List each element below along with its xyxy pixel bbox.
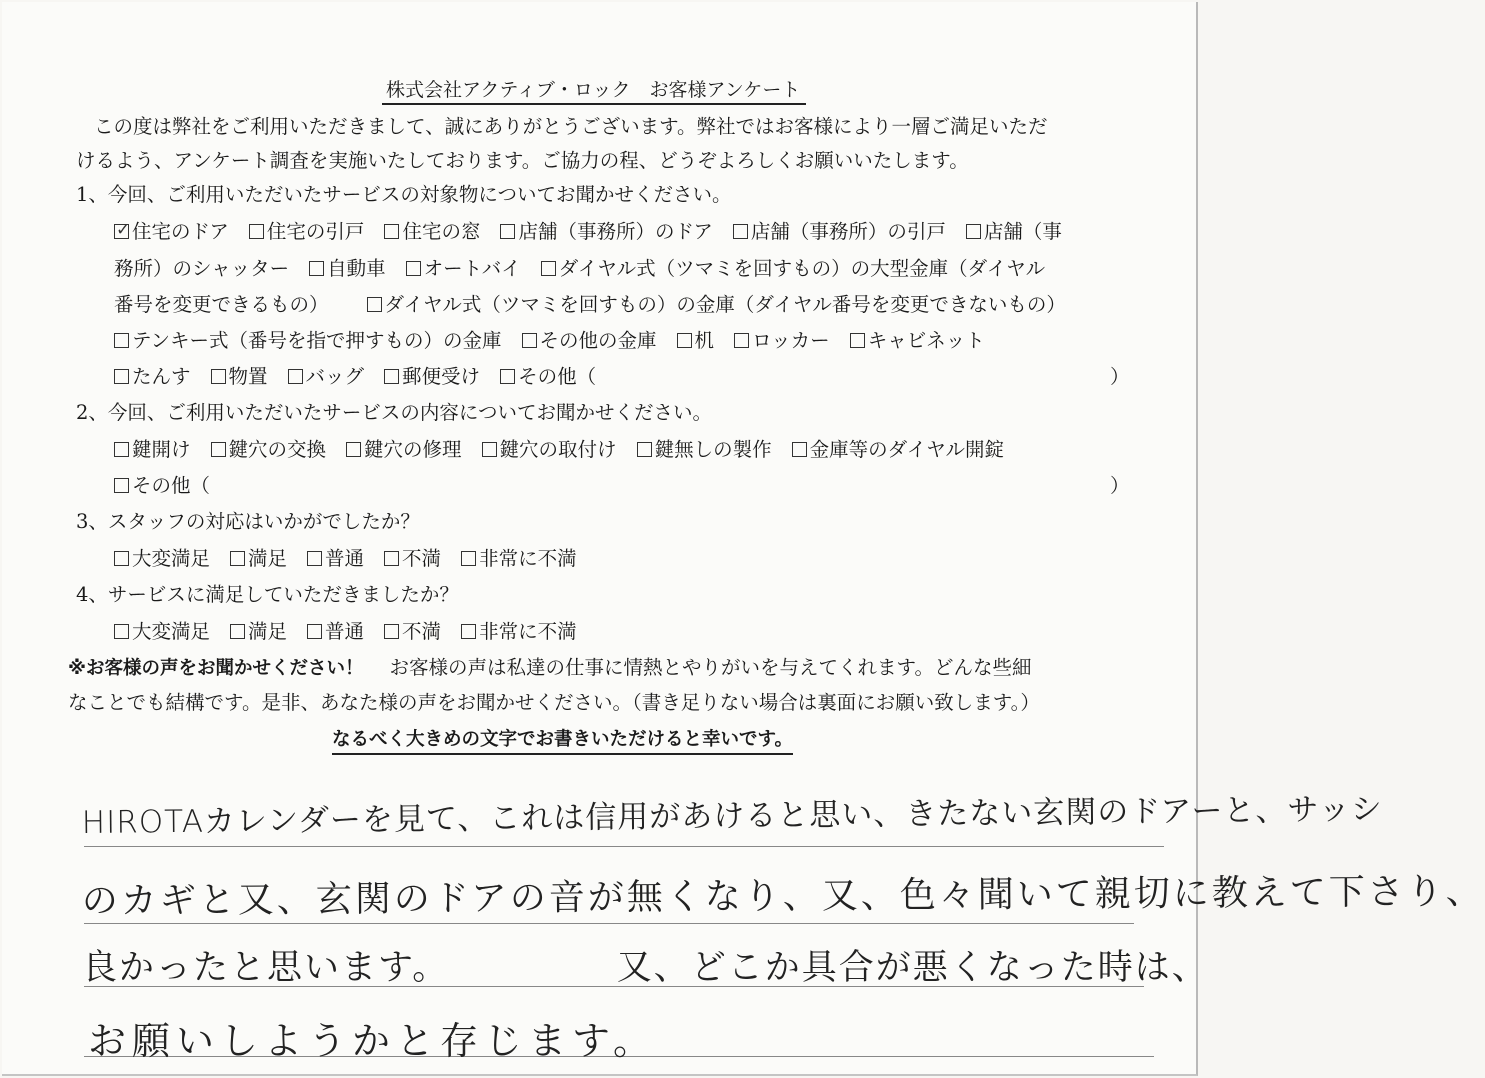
q1-row-4 xyxy=(114,329,1005,353)
q1-option-house-door[interactable]: ✓ 住宅のドア xyxy=(116,220,229,243)
checkbox[interactable] xyxy=(850,333,865,348)
checkbox[interactable] xyxy=(384,369,399,384)
q1-option-locker[interactable]: ロッカー xyxy=(734,329,830,353)
checkbox[interactable] xyxy=(346,442,361,457)
q1-option-keypad-safe[interactable]: テンキー式（番号を指で押すもの）の金庫 xyxy=(114,329,502,353)
q1-option-shop-shutter[interactable]: 店舗（事 xyxy=(966,220,1062,244)
q2-option-safe-dial[interactable]: 金庫等のダイヤル開錠 xyxy=(792,438,1004,462)
q2-option-other[interactable]: その他（ xyxy=(114,474,210,498)
voice-line-1 xyxy=(68,656,1031,681)
q2-option-replace[interactable]: 鍵穴の交換 xyxy=(211,438,327,462)
intro-line-2: けるよう、アンケート調査を実施いたしております。ご協力の程、どうぞよろしくお願いいたします。 xyxy=(76,149,969,172)
checkbox[interactable] xyxy=(367,297,382,312)
q1-row-3 xyxy=(114,293,1066,317)
q2-close-paren: ） xyxy=(1110,474,1130,497)
q3-options xyxy=(114,547,597,571)
q1-option-shop-sliding-door[interactable]: 店舗（事務所）の引戸 xyxy=(733,220,946,244)
q1-option-cabinet[interactable]: キャビネット xyxy=(850,329,985,353)
checkbox[interactable] xyxy=(230,551,245,566)
checkbox[interactable] xyxy=(211,369,226,384)
q4-option-dissatisfied[interactable]: 不満 xyxy=(384,620,441,644)
q1-option-shutter-cont: 務所）のシャッター xyxy=(114,257,290,280)
q1-option-other-safe[interactable]: その他の金庫 xyxy=(522,329,657,353)
checkbox[interactable] xyxy=(309,261,324,276)
checkbox[interactable] xyxy=(307,624,322,639)
survey-title: 株式会社アクティブ・ロック お客様アンケート xyxy=(382,78,806,105)
q1-row-2 xyxy=(114,257,1045,281)
checkbox[interactable] xyxy=(500,224,515,239)
checkbox[interactable] xyxy=(461,624,476,639)
q3-option-satisfied[interactable]: 満足 xyxy=(230,547,287,571)
q1-option-house-window[interactable]: 住宅の窓 xyxy=(384,220,480,244)
checkbox[interactable] xyxy=(211,442,226,457)
q1-option-car[interactable]: 自動車 xyxy=(309,257,386,281)
checkbox[interactable] xyxy=(114,478,129,493)
q1-option-chest[interactable]: たんす xyxy=(114,365,191,389)
q1-option-shop-door[interactable]: 店舗（事務所）のドア xyxy=(500,220,712,244)
checkbox[interactable] xyxy=(541,261,556,276)
voice-heading: ※お客様の声をお聞かせください！ xyxy=(68,658,364,679)
q3-option-dissatisfied[interactable]: 不満 xyxy=(384,547,441,571)
checkbox[interactable] xyxy=(288,369,303,384)
q1-option-dial-safe[interactable]: ダイヤル式（ツマミを回すもの）の金庫（ダイヤル番号を変更できないもの） xyxy=(367,293,1066,317)
checkbox[interactable] xyxy=(500,369,515,384)
checkbox[interactable] xyxy=(307,551,322,566)
question-2: 2、今回、ご利用いただいたサービスの内容についてお聞かせください。 xyxy=(76,401,713,424)
checkbox[interactable] xyxy=(792,442,807,457)
q2-row-1 xyxy=(114,438,1024,462)
checkbox[interactable] xyxy=(384,624,399,639)
checkbox[interactable] xyxy=(114,624,129,639)
q3-option-neutral[interactable]: 普通 xyxy=(307,547,364,571)
voice-text-1: お客様の声は私達の仕事に情熱とやりがいを与えてくれます。どんな些細 xyxy=(389,656,1032,679)
q2-option-make-key[interactable]: 鍵無しの製作 xyxy=(637,438,772,462)
checkbox[interactable] xyxy=(733,224,748,239)
q1-row-5 xyxy=(114,365,616,389)
checkbox[interactable] xyxy=(482,442,497,457)
checkbox[interactable] xyxy=(461,551,476,566)
q1-option-motorbike[interactable]: オートバイ xyxy=(406,257,521,281)
intro-line-1: この度は弊社をご利用いただきまして、誠にありがとうございます。弊社ではお客様により一層ご満足いただ xyxy=(94,115,1048,138)
checkbox[interactable] xyxy=(637,442,652,457)
checkbox[interactable] xyxy=(966,224,981,239)
handwriting-line-2: のカギと又、玄関のドアの音が無くなり、又、色々聞いて親切に教えて下さり、 xyxy=(81,871,1485,923)
checkbox[interactable] xyxy=(230,624,245,639)
voice-text-2: なことでも結構です。是非、あなた様の声をお聞かせください。（書き足りない場合は裏面にお願い致します。） xyxy=(68,691,1040,714)
checkbox[interactable] xyxy=(114,369,129,384)
handwriting-line-4: お願いしようかと存じます。 xyxy=(88,1019,657,1063)
writing-rule-2 xyxy=(84,923,1134,924)
q1-option-mailbox[interactable]: 郵便受け xyxy=(384,365,480,389)
checkbox[interactable] xyxy=(384,551,399,566)
handwriting-line-3: 良かったと思います。 又、どこか具合が悪くなった時は、 xyxy=(82,948,1209,988)
q1-option-large-safe[interactable]: ダイヤル式（ツマミを回すもの）の大型金庫（ダイヤル xyxy=(541,257,1045,281)
checkbox[interactable] xyxy=(734,333,749,348)
q4-option-satisfied[interactable]: 満足 xyxy=(230,620,287,644)
q2-option-install[interactable]: 鍵穴の取付け xyxy=(482,438,617,462)
q1-row-1 xyxy=(114,220,1062,244)
checkbox-checked[interactable]: ✓ xyxy=(116,220,131,240)
checkbox[interactable] xyxy=(114,551,129,566)
q1-option-bag[interactable]: バッグ xyxy=(288,365,365,389)
question-4: 4、サービスに満足していただきましたか？ xyxy=(76,583,459,606)
q1-option-large-safe-cont: 番号を変更できるもの） xyxy=(114,293,329,316)
q1-option-other[interactable]: その他（ xyxy=(500,365,596,389)
q2-option-unlock[interactable]: 鍵開け xyxy=(114,438,191,462)
q1-close-paren: ） xyxy=(1110,365,1130,388)
handwriting-line-1: HIROTAカレンダーを見て、これは信用があけると思い、きたない玄関のドアーと、サッシ xyxy=(81,791,1383,842)
q4-option-very-dissatisfied[interactable]: 非常に不満 xyxy=(461,620,577,644)
checkbox[interactable] xyxy=(114,333,129,348)
q2-option-repair[interactable]: 鍵穴の修理 xyxy=(346,438,462,462)
question-1: 1、今回、ご利用いただいたサービスの対象物についてお聞かせください。 xyxy=(76,183,732,206)
checkbox[interactable] xyxy=(114,442,129,457)
writing-rule-1 xyxy=(84,846,1164,847)
checkbox[interactable] xyxy=(522,333,537,348)
q4-option-very-satisfied[interactable]: 大変満足 xyxy=(114,620,210,644)
checkbox[interactable] xyxy=(677,333,692,348)
q3-option-very-dissatisfied[interactable]: 非常に不満 xyxy=(461,547,577,571)
checkbox[interactable] xyxy=(384,224,399,239)
q1-option-shed[interactable]: 物置 xyxy=(211,365,268,389)
q4-options xyxy=(114,620,597,644)
question-3: 3、スタッフの対応はいかがでしたか？ xyxy=(76,510,420,533)
voice-note: なるべく大きめの文字でお書きいただけると幸いです。 xyxy=(332,728,793,755)
survey-sheet xyxy=(2,2,1485,1076)
q4-option-neutral[interactable]: 普通 xyxy=(307,620,364,644)
q1-option-desk[interactable]: 机 xyxy=(677,329,715,353)
q1-option-house-sliding-door[interactable]: 住宅の引戸 xyxy=(249,220,365,244)
checkbox[interactable] xyxy=(249,224,264,239)
checkbox[interactable] xyxy=(406,261,421,276)
q3-option-very-satisfied[interactable]: 大変満足 xyxy=(114,547,210,571)
q2-row-2 xyxy=(114,474,230,498)
